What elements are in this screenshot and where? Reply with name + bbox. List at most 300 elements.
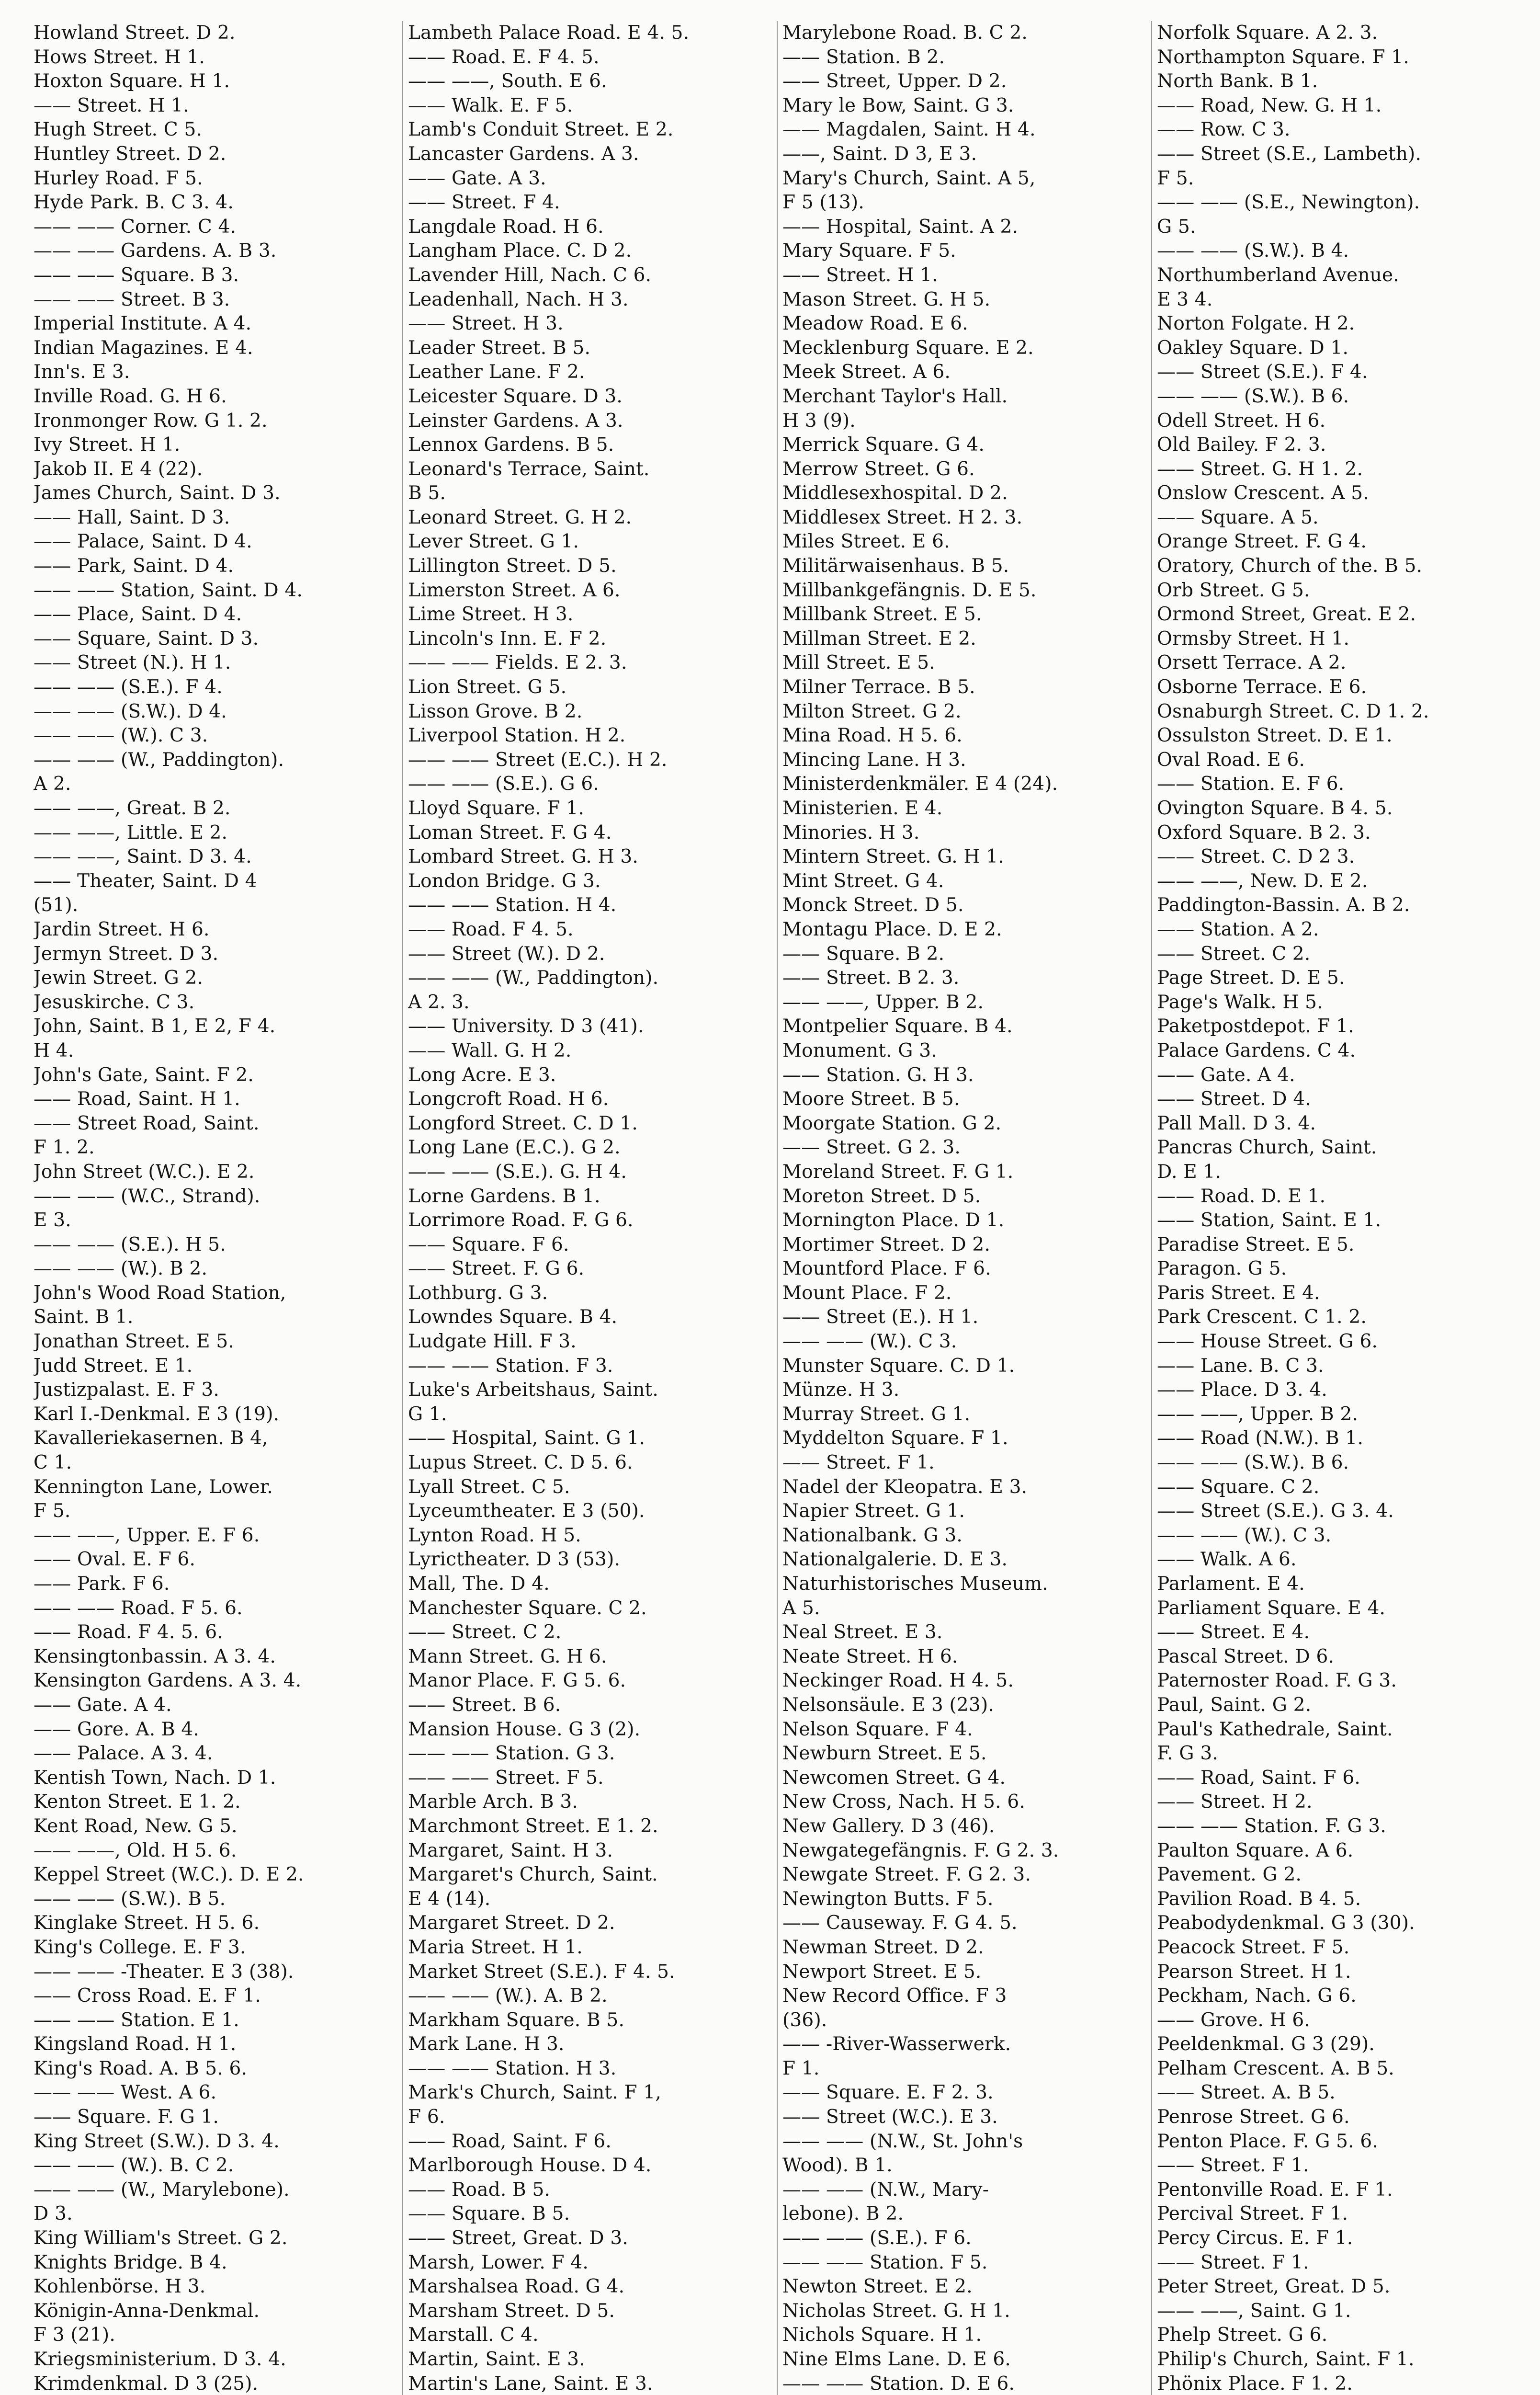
index-entry: Mina Road. H 5. 6. — [782, 725, 962, 747]
index-entry: Long Acre. E 3. — [408, 1064, 556, 1086]
index-entry: Naturhistorisches Museum. — [782, 1573, 1048, 1595]
index-entry: Penton Place. F. G 5. 6. — [1157, 2130, 1378, 2152]
index-entry: —— —— -Theater. E 3 (38). — [34, 1961, 294, 1983]
index-entry: F 1. — [782, 2057, 820, 2079]
index-entry: Peeldenkmal. G 3 (29). — [1157, 2033, 1375, 2055]
index-entry: —— Place, Saint. D 4. — [34, 604, 242, 626]
index-entry: G 5. — [1157, 216, 1196, 238]
index-entry: Lyall Street. C 5. — [408, 1476, 570, 1498]
index-entry: Maria Street. H 1. — [408, 1936, 583, 1958]
index-entry: Lupus Street. C. D 5. 6. — [408, 1452, 633, 1474]
index-entry: Marsham Street. D 5. — [408, 2300, 615, 2322]
index-entry: —— —— (S.E.). G 6. — [408, 773, 599, 795]
index-entry: Pearson Street. H 1. — [1157, 1961, 1351, 1983]
index-entry: D 3. — [34, 2203, 73, 2225]
index-entry: Nationalgalerie. D. E 3. — [782, 1549, 1008, 1571]
index-entry: Luke's Arbeitshaus, Saint. — [408, 1379, 658, 1401]
index-entry: Millbank Street. E 5. — [782, 604, 982, 626]
index-entry: —— —— (N.W., Mary- — [782, 2178, 989, 2201]
index-entry: Palace Gardens. C 4. — [1157, 1039, 1356, 1061]
index-entry: Lloyd Square. F 1. — [408, 798, 585, 819]
index-entry: —— Road, Saint. F 6. — [1157, 1767, 1360, 1789]
index-entry: —— Row. C 3. — [1157, 119, 1291, 141]
index-entry: —— Gore. A. B 4. — [34, 1718, 199, 1740]
index-entry: —— Gate. A 4. — [34, 1694, 172, 1716]
index-entry: —— —— (S.W.). B 4. — [1157, 240, 1349, 262]
index-entry: Lombard Street. G. H 3. — [408, 846, 639, 868]
index-entry: Paketpostdepot. F 1. — [1157, 1015, 1354, 1038]
index-entry: King Street (S.W.). D 3. 4. — [34, 2130, 280, 2152]
index-entry: —— —— Station. F 3. — [408, 1355, 613, 1377]
index-entry: C 1. — [34, 1452, 72, 1474]
index-entry: —— —— (W.). C 3. — [1157, 1524, 1332, 1546]
index-entry: —— ——, Upper. B 2. — [1157, 1403, 1359, 1425]
index-entry: Nadel der Kleopatra. E 3. — [782, 1476, 1028, 1498]
index-entry: B 5. — [408, 482, 446, 504]
index-entry: Montpelier Square. B 4. — [782, 1015, 1013, 1038]
index-entry: Pavilion Road. B 4. 5. — [1157, 1888, 1361, 1910]
index-entry: New Cross, Nach. H 5. 6. — [782, 1791, 1025, 1813]
index-entry: Manor Place. F. G 5. 6. — [408, 1670, 626, 1692]
index-entry: Munster Square. C. D 1. — [782, 1355, 1015, 1377]
index-entry: Kingsland Road. H 1. — [34, 2033, 237, 2055]
index-column-2 — [403, 21, 778, 2395]
index-entry: —— Station, Saint. E 1. — [1157, 1209, 1381, 1232]
index-entry: Newgategefängnis. F. G 2. 3. — [782, 1839, 1059, 1861]
index-entry: —— ——, Saint. D 3. 4. — [34, 846, 252, 868]
index-entry: King's College. E. F 3. — [34, 1936, 246, 1958]
index-entry: —— Street. F 1. — [1157, 2251, 1309, 2273]
index-entry: Millbankgefängnis. D. E 5. — [782, 579, 1037, 601]
index-entry: Merrick Square. G 4. — [782, 434, 985, 456]
index-entry: F 3 (21). — [34, 2324, 115, 2346]
index-entry: —— —— (W.). B. C 2. — [34, 2155, 234, 2177]
index-entry: Oval Road. E 6. — [1157, 749, 1305, 771]
index-entry: Lancaster Gardens. A 3. — [408, 143, 639, 165]
index-entry: Phönix Place. F 1. 2. — [1157, 2372, 1353, 2395]
index-entry: Liverpool Station. H 2. — [408, 725, 626, 747]
index-entry: Inn's. E 3. — [34, 361, 130, 383]
index-entry: Münze. H 3. — [782, 1379, 900, 1401]
index-entry: —— —— (N.W., St. John's — [782, 2130, 1023, 2152]
index-entry: Wood). B 1. — [782, 2155, 893, 2177]
index-entry: —— ——, Old. H 5. 6. — [34, 1839, 237, 1861]
index-entry: —— —— Station. F. G 3. — [1157, 1815, 1386, 1837]
index-entry: —— —— Station. H 4. — [408, 894, 617, 916]
index-entry: Leader Street. B 5. — [408, 337, 591, 359]
index-entry: Huntley Street. D 2. — [34, 143, 226, 165]
index-entry: Lion Street. G 5. — [408, 676, 567, 698]
index-entry: Hoxton Square. H 1. — [34, 70, 230, 92]
index-column-4 — [1152, 21, 1527, 2395]
index-entry: Paris Street. E 4. — [1157, 1282, 1320, 1304]
index-entry: Lynton Road. H 5. — [408, 1524, 581, 1546]
index-entry: —— Street (W.). D 2. — [408, 943, 605, 965]
index-entry: Lyrictheater. D 3 (53). — [408, 1549, 621, 1571]
index-entry: Langdale Road. H 6. — [408, 216, 604, 238]
index-entry: Martin's Lane, Saint. E 3. — [408, 2372, 653, 2395]
index-entry: Markham Square. B 5. — [408, 2009, 625, 2031]
index-entry: Pascal Street. D 6. — [1157, 1645, 1335, 1667]
index-entry: Margaret's Church, Saint. — [408, 1864, 658, 1886]
index-entry: Paternoster Road. F. G 3. — [1157, 1670, 1397, 1692]
index-entry: Kennington Lane, Lower. — [34, 1476, 273, 1498]
index-entry: —— —— (S.W.). B 6. — [1157, 1452, 1349, 1474]
index-entry: Merchant Taylor's Hall. — [782, 385, 1008, 407]
index-entry: Nicholas Street. G. H 1. — [782, 2300, 1010, 2322]
index-entry: Nichols Square. H 1. — [782, 2324, 982, 2346]
index-entry: —— —— Station. G 3. — [408, 1743, 615, 1765]
index-entry: Mary's Church, Saint. A 5, — [782, 167, 1036, 189]
index-entry: Mary Square. F 5. — [782, 240, 956, 262]
index-entry: —— Hall, Saint. D 3. — [34, 506, 230, 528]
index-entry: Leather Lane. F 2. — [408, 361, 585, 383]
index-entry: Percival Street. F 1. — [1157, 2203, 1348, 2225]
index-entry: E 3 4. — [1157, 288, 1213, 310]
index-entry: —— Lane. B. C 3. — [1157, 1355, 1324, 1377]
index-entry: —— —— (S.E., Newington). — [1157, 192, 1420, 214]
index-entry: Oakley Square. D 1. — [1157, 337, 1349, 359]
index-entry: —— Street. C. D 2 3. — [1157, 846, 1355, 868]
index-entry: Mill Street. E 5. — [782, 652, 935, 674]
index-entry: Jakob II. E 4 (22). — [34, 458, 203, 480]
index-entry: —— —— (S.W.). D 4. — [34, 700, 227, 722]
index-entry: Lavender Hill, Nach. C 6. — [408, 264, 652, 286]
index-entry: Parlament. E 4. — [1157, 1573, 1305, 1595]
index-entry: —— Road. F 4. 5. — [408, 918, 574, 940]
index-entry: Pall Mall. D 3. 4. — [1157, 1112, 1316, 1134]
index-entry: —— Road. E. F 4. 5. — [408, 46, 600, 68]
index-entry: Neate Street. H 6. — [782, 1645, 958, 1667]
index-entry: Norfolk Square. A 2. 3. — [1157, 22, 1378, 44]
index-entry: Kensington Gardens. A 3. 4. — [34, 1670, 302, 1692]
index-entry: —— Street, Great. D 3. — [408, 2227, 628, 2249]
index-entry: Philip's Church, Saint. F 1. — [1157, 2349, 1415, 2370]
index-entry: Mortimer Street. D 2. — [782, 1233, 991, 1255]
index-entry: —— Road, Saint. F 6. — [408, 2130, 611, 2152]
index-entry: —— Street. F. G 6. — [408, 1258, 585, 1280]
index-entry: Nine Elms Lane. D. E 6. — [782, 2349, 1011, 2370]
index-entry: —— Street (S.E.). F 4. — [1157, 361, 1368, 383]
index-entry: —— Causeway. F. G 4. 5. — [782, 1912, 1018, 1934]
index-entry: Ironmonger Row. G 1. 2. — [34, 410, 268, 432]
index-entry: John Street (W.C.). E 2. — [34, 1161, 255, 1183]
index-entry: —— Street. H 1. — [34, 94, 189, 116]
index-entry: —— Street Road, Saint. — [34, 1112, 260, 1134]
index-entry: Ministerdenkmäler. E 4 (24). — [782, 773, 1058, 795]
index-entry: Newburn Street. E 5. — [782, 1743, 987, 1765]
index-entry: Inville Road. G. H 6. — [34, 385, 227, 407]
index-entry: Moreland Street. F. G 1. — [782, 1161, 1014, 1183]
index-entry: Onslow Crescent. A 5. — [1157, 482, 1369, 504]
index-entry: Mark Lane. H 3. — [408, 2033, 565, 2055]
index-entry: —— Street. A. B 5. — [1157, 2082, 1336, 2104]
index-column-3 — [778, 21, 1152, 2395]
index-entry: Ossulston Street. D. E 1. — [1157, 725, 1393, 747]
index-entry: Kent Road, New. G 5. — [34, 1815, 238, 1837]
index-entry: —— —— Road. F 5. 6. — [34, 1597, 243, 1619]
index-entry: Karl I.-Denkmal. E 3 (19). — [34, 1403, 280, 1425]
index-entry: —— Street. F 1. — [1157, 2155, 1309, 2177]
index-entry: Manchester Square. C 2. — [408, 1597, 647, 1619]
index-entry: —— Square. A 5. — [1157, 506, 1319, 528]
index-entry: Norton Folgate. H 2. — [1157, 313, 1355, 335]
index-entry: —— —— Street. B 3. — [34, 288, 230, 310]
index-entry: Newgate Street. F. G 2. 3. — [782, 1864, 1031, 1886]
index-entry: Kinglake Street. H 5. 6. — [34, 1912, 260, 1934]
index-entry: —— Street. C 2. — [408, 1621, 562, 1643]
index-entry: —— Gate. A 3. — [408, 167, 546, 189]
index-entry: —— Street. F 1. — [782, 1452, 935, 1474]
index-entry: —— Square, Saint. D 3. — [34, 627, 259, 650]
index-entry: —— —— Station. H 3. — [408, 2057, 617, 2079]
index-entry: Lamb's Conduit Street. E 2. — [408, 119, 674, 141]
index-entry: Pavement. G 2. — [1157, 1864, 1302, 1886]
index-entry: —— —— (W.C., Strand). — [34, 1185, 260, 1207]
index-entry: Moorgate Station. G 2. — [782, 1112, 1002, 1134]
index-entry: —— Street (E.). H 1. — [782, 1306, 979, 1328]
index-entry: (51). — [34, 894, 79, 916]
index-entry: Leadenhall, Nach. H 3. — [408, 288, 629, 310]
index-entry: Mountford Place. F 6. — [782, 1258, 991, 1280]
index-entry: —— —— (S.E.). G. H 4. — [408, 1161, 627, 1183]
index-entry: A 2. — [34, 773, 71, 795]
index-entry: —— Street, Upper. D 2. — [782, 70, 1007, 92]
index-entry: Meadow Road. E 6. — [782, 313, 968, 335]
index-entry: Middlesex Street. H 2. 3. — [782, 506, 1023, 528]
index-entry: Phelp Street. G 6. — [1157, 2324, 1328, 2346]
index-entry: —— —— Station. F 5. — [782, 2251, 988, 2273]
index-entry: Mark's Church, Saint. F 1, — [408, 2082, 661, 2104]
index-entry: Ludgate Hill. F 3. — [408, 1331, 577, 1353]
index-entry: lebone). B 2. — [782, 2203, 904, 2225]
index-entry: F. G 3. — [1157, 1743, 1218, 1765]
index-entry: Paddington-Bassin. A. B 2. — [1157, 894, 1410, 916]
index-entry: John's Wood Road Station, — [34, 1282, 286, 1304]
index-entry: H 4. — [34, 1039, 74, 1061]
index-entry: Marble Arch. B 3. — [408, 1791, 578, 1813]
index-entry: Oratory, Church of the. B 5. — [1157, 555, 1423, 577]
index-entry: Orange Street. F. G 4. — [1157, 531, 1367, 553]
index-entry: —— Road. F 4. 5. 6. — [34, 1621, 223, 1643]
index-entry: Lorrimore Road. F. G 6. — [408, 1209, 634, 1232]
index-entry: Nationalbank. G 3. — [782, 1524, 962, 1546]
index-column-1 — [29, 21, 403, 2395]
index-entry: Hugh Street. C 5. — [34, 119, 203, 141]
index-entry: —— Street (N.). H 1. — [34, 652, 231, 674]
index-entry: Paul's Kathedrale, Saint. — [1157, 1718, 1393, 1740]
index-entry: —— Cross Road. E. F 1. — [34, 1985, 261, 2007]
index-entry: Mornington Place. D 1. — [782, 1209, 1005, 1232]
index-entry: Lillington Street. D 5. — [408, 555, 617, 577]
index-entry: —— —— Station. E 1. — [34, 2009, 239, 2031]
index-entry: —— —— (W.). B 2. — [34, 1258, 208, 1280]
index-entry: —— Street. G. H 1. 2. — [1157, 458, 1363, 480]
index-entry: —— —— Square. B 3. — [34, 264, 239, 286]
index-entry: Lambeth Palace Road. E 4. 5. — [408, 22, 690, 44]
index-entry: Ovington Square. B 4. 5. — [1157, 798, 1393, 819]
index-entry: F 5. — [34, 1500, 71, 1522]
index-entry: —— ——, Upper. E. F 6. — [34, 1524, 260, 1546]
index-entry: Krimdenkmal. D 3 (25). — [34, 2372, 259, 2395]
index-entry: Milton Street. G 2. — [782, 700, 962, 722]
index-entry: —— —— (W.). A. B 2. — [408, 1985, 608, 2007]
index-entry: —— Oval. E. F 6. — [34, 1549, 196, 1571]
index-entry: —— —— (S.E.). F 4. — [34, 676, 223, 698]
index-entry: Ormsby Street. H 1. — [1157, 627, 1350, 650]
index-entry: —— Station. G. H 3. — [782, 1064, 974, 1086]
index-entry: John's Gate, Saint. F 2. — [34, 1064, 254, 1086]
index-entry: —— ——, Great. B 2. — [34, 798, 231, 819]
index-entry: —— Theater, Saint. D 4 — [34, 870, 257, 892]
index-entry: Lorne Gardens. B 1. — [408, 1185, 600, 1207]
index-entry: —— Square. B 5. — [408, 2203, 570, 2225]
index-entry: Mecklenburg Square. E 2. — [782, 337, 1034, 359]
index-entry: Howland Street. D 2. — [34, 22, 236, 44]
index-entry: Page's Walk. H 5. — [1157, 991, 1323, 1013]
index-entry: Hows Street. H 1. — [34, 46, 205, 68]
index-entry: Millman Street. E 2. — [782, 627, 976, 650]
index-entry: Peabodydenkmal. G 3 (30). — [1157, 1912, 1415, 1934]
index-entry: Pelham Crescent. A. B 5. — [1157, 2057, 1394, 2079]
index-entry: —— Park. F 6. — [34, 1573, 170, 1595]
index-entry: Lowndes Square. B 4. — [408, 1306, 618, 1328]
index-entry: Leonard Street. G. H 2. — [408, 506, 632, 528]
index-entry: —— —— (W.). C 3. — [34, 725, 208, 747]
index-entry: Mintern Street. G. H 1. — [782, 846, 1004, 868]
index-entry: —— Street. H 3. — [408, 313, 564, 335]
index-entry: Kavalleriekasernen. B 4, — [34, 1427, 268, 1449]
index-entry: —— Road, Saint. H 1. — [34, 1088, 240, 1110]
index-entry: Lennox Gardens. B 5. — [408, 434, 614, 456]
index-entry: —— —— Street (E.C.). H 2. — [408, 749, 668, 771]
index-entry: John, Saint. B 1, E 2, F 4. — [34, 1015, 276, 1038]
index-entry: —— Street (S.E., Lambeth). — [1157, 143, 1422, 165]
index-entry: Napier Street. G 1. — [782, 1500, 965, 1522]
index-entry: Osnaburgh Street. C. D 1. 2. — [1157, 700, 1429, 722]
index-entry: Neal Street. E 3. — [782, 1621, 943, 1643]
index-entry: Nelsonsäule. E 3 (23). — [782, 1694, 994, 1716]
index-entry: Lyceumtheater. E 3 (50). — [408, 1500, 645, 1522]
index-entry: Mint Street. G 4. — [782, 870, 944, 892]
index-entry: Page Street. D. E 5. — [1157, 967, 1345, 989]
index-entry: —— Street. C 2. — [1157, 943, 1311, 965]
index-entry: F 6. — [408, 2106, 445, 2128]
index-entry: Jardin Street. H 6. — [34, 918, 210, 940]
index-entry: Orsett Terrace. A 2. — [1157, 652, 1347, 674]
index-entry: Marlborough House. D 4. — [408, 2155, 652, 2177]
index-entry: Ministerien. E 4. — [782, 798, 943, 819]
index-entry: —— Walk. A 6. — [1157, 1549, 1297, 1571]
index-entry: New Gallery. D 3 (46). — [782, 1815, 995, 1837]
index-entry: Paragon. G 5. — [1157, 1258, 1287, 1280]
index-entry: Percy Circus. E. F 1. — [1157, 2227, 1353, 2249]
index-entry: James Church, Saint. D 3. — [34, 482, 281, 504]
index-entry: Marsh, Lower. F 4. — [408, 2251, 589, 2273]
index-entry: —— Road, New. G. H 1. — [1157, 94, 1382, 116]
index-entry: Odell Street. H 6. — [1157, 410, 1326, 432]
index-entry: Mann Street. G. H 6. — [408, 1645, 607, 1667]
index-entry: Monument. G 3. — [782, 1039, 937, 1061]
index-entry: —— Hospital, Saint. G 1. — [408, 1427, 645, 1449]
index-entry: —— Street. B 2. 3. — [782, 967, 960, 989]
index-entry: G 1. — [408, 1403, 447, 1425]
index-entry: Middlesexhospital. D 2. — [782, 482, 1008, 504]
index-entry: Newport Street. E 5. — [782, 1961, 982, 1983]
index-entry: Mincing Lane. H 3. — [782, 749, 966, 771]
index-entry: Jonathan Street. E 5. — [34, 1331, 234, 1353]
index-entry: —— University. D 3 (41). — [408, 1015, 644, 1038]
index-entry: —— ——, Upper. B 2. — [782, 991, 984, 1013]
index-entry: —— Magdalen, Saint. H 4. — [782, 119, 1036, 141]
index-entry: Leonard's Terrace, Saint. — [408, 458, 650, 480]
index-entry: —— Street. D 4. — [1157, 1088, 1311, 1110]
index-entry: Leinster Gardens. A 3. — [408, 410, 623, 432]
index-entry: —— —— Corner. C 4. — [34, 216, 237, 238]
index-entry: Moore Street. B 5. — [782, 1088, 960, 1110]
index-entry: Kentish Town, Nach. D 1. — [34, 1767, 276, 1789]
index-entry: Northumberland Avenue. — [1157, 264, 1399, 286]
index-entry: —— Palace, Saint. D 4. — [34, 531, 252, 553]
index-entry: —— Road (N.W.). B 1. — [1157, 1427, 1364, 1449]
index-entry: Marylebone Road. B. C 2. — [782, 22, 1028, 44]
index-entry: Newington Butts. F 5. — [782, 1888, 994, 1910]
index-entry: —— —— (S.W.). B 6. — [1157, 385, 1349, 407]
index-entry: Königin-Anna-Denkmal. — [34, 2300, 260, 2322]
index-entry: —— Square. F 6. — [408, 1233, 569, 1255]
index-entry: —— Palace. A 3. 4. — [34, 1743, 213, 1765]
index-entry: Loman Street. F. G 4. — [408, 821, 612, 844]
index-entry: Montagu Place. D. E 2. — [782, 918, 1002, 940]
index-entry: Old Bailey. F 2. 3. — [1157, 434, 1326, 456]
index-entry: —— —— (W.). C 3. — [782, 1331, 957, 1353]
index-entry: Margaret, Saint. H 3. — [408, 1839, 613, 1861]
index-entry: Jermyn Street. D 3. — [34, 943, 219, 965]
index-entry: Longcroft Road. H 6. — [408, 1088, 609, 1110]
index-entry: Marstall. C 4. — [408, 2324, 539, 2346]
index-entry: Indian Magazines. E 4. — [34, 337, 253, 359]
index-entry: —— Station. B 2. — [782, 46, 945, 68]
index-entry: Jewin Street. G 2. — [34, 967, 204, 989]
index-entry: Ivy Street. H 1. — [34, 434, 181, 456]
index-entry: Langham Place. C. D 2. — [408, 240, 632, 262]
index-entry: —— Square. F. G 1. — [34, 2106, 219, 2128]
index-entry: —— Gate. A 4. — [1157, 1064, 1295, 1086]
index-entry: —— —— West. A 6. — [34, 2082, 217, 2104]
index-entry: F 5. — [1157, 167, 1194, 189]
index-entry: Justizpalast. E. F 3. — [34, 1379, 220, 1401]
index-entry: —— House Street. G 6. — [1157, 1331, 1378, 1353]
index-entry: Hurley Road. F 5. — [34, 167, 203, 189]
index-entry: Moreton Street. D 5. — [782, 1185, 981, 1207]
index-entry: Kensingtonbassin. A 3. 4. — [34, 1645, 276, 1667]
index-entry: North Bank. B 1. — [1157, 70, 1318, 92]
index-entry: —— —— Fields. E 2. 3. — [408, 652, 627, 674]
index-entry: Lime Street. H 3. — [408, 604, 574, 626]
index-entry: Peacock Street. F 5. — [1157, 1936, 1350, 1958]
index-entry: Imperial Institute. A 4. — [34, 313, 252, 335]
index-entry: —— Street. E 4. — [1157, 1621, 1310, 1643]
index-entry: Mary le Bow, Saint. G 3. — [782, 94, 1014, 116]
index-entry: Parliament Square. E 4. — [1157, 1597, 1386, 1619]
index-entry: Merrow Street. G 6. — [782, 458, 975, 480]
index-entry: Milner Terrace. B 5. — [782, 676, 975, 698]
index-entry: Lisson Grove. B 2. — [408, 700, 583, 722]
index-entry: Longford Street. C. D 1. — [408, 1112, 638, 1134]
index-entry: Keppel Street (W.C.). D. E 2. — [34, 1864, 304, 1886]
index-entry: Peter Street, Great. D 5. — [1157, 2276, 1391, 2298]
index-entry: Knights Bridge. B 4. — [34, 2251, 227, 2273]
